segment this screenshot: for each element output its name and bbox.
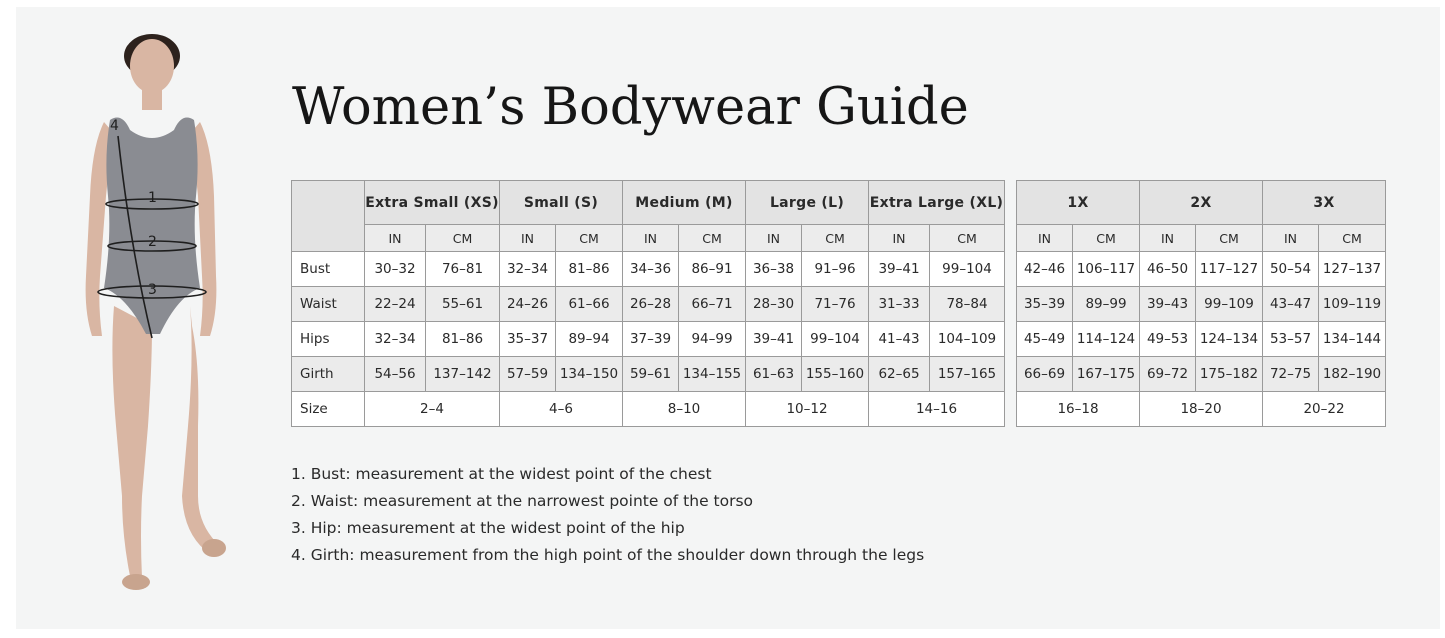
- value-in: 50–54: [1263, 252, 1319, 287]
- value-cm: 94–99: [679, 322, 746, 357]
- value-in: 61–63: [746, 357, 802, 392]
- unit-in: IN: [623, 225, 679, 252]
- row-label: Bust: [292, 252, 365, 287]
- value-cm: 167–175: [1073, 357, 1140, 392]
- value-in: 39–43: [1140, 287, 1196, 322]
- size-table-plus: [1016, 180, 1386, 427]
- unit-in: IN: [1263, 225, 1319, 252]
- value-cm: 81–86: [556, 252, 623, 287]
- value-cm: 134–150: [556, 357, 623, 392]
- corner-cell: [292, 181, 365, 252]
- size-header: 2X: [1140, 181, 1263, 225]
- value-in: 45–49: [1017, 322, 1073, 357]
- size-table-standard: [291, 180, 1005, 427]
- label-girth-number: 4: [110, 118, 119, 134]
- size-value: 18–20: [1140, 392, 1263, 427]
- value-in: 39–41: [869, 252, 930, 287]
- value-in: 57–59: [500, 357, 556, 392]
- value-cm: 175–182: [1196, 357, 1263, 392]
- value-in: 53–57: [1263, 322, 1319, 357]
- size-value: 20–22: [1263, 392, 1386, 427]
- size-header: 3X: [1263, 181, 1386, 225]
- row-label: Size: [292, 392, 365, 427]
- header-row-units: [292, 225, 1005, 252]
- table-row-bust: [1017, 252, 1386, 287]
- table-row-size: [1017, 392, 1386, 427]
- table-row-waist: [292, 287, 1005, 322]
- page-title: Women’s Bodywear Guide: [292, 78, 969, 137]
- size-header: Large (L): [746, 181, 869, 225]
- unit-in: IN: [869, 225, 930, 252]
- header-row-sizes: [292, 181, 1005, 225]
- value-cm: 182–190: [1319, 357, 1386, 392]
- value-in: 32–34: [500, 252, 556, 287]
- table-row-girth: [1017, 357, 1386, 392]
- label-hip-number: 3: [148, 282, 157, 298]
- value-cm: 99–104: [930, 252, 1005, 287]
- value-in: 62–65: [869, 357, 930, 392]
- value-in: 41–43: [869, 322, 930, 357]
- value-in: 54–56: [365, 357, 426, 392]
- value-in: 24–26: [500, 287, 556, 322]
- value-in: 22–24: [365, 287, 426, 322]
- label-waist-number: 2: [148, 234, 157, 250]
- value-in: 31–33: [869, 287, 930, 322]
- value-in: 35–39: [1017, 287, 1073, 322]
- unit-cm: CM: [556, 225, 623, 252]
- model-figure: [60, 26, 230, 606]
- measurement-notes: [291, 462, 924, 570]
- value-in: 66–69: [1017, 357, 1073, 392]
- value-in: 32–34: [365, 322, 426, 357]
- value-in: 37–39: [623, 322, 679, 357]
- table-row-bust: [292, 252, 1005, 287]
- model-illustration: [60, 26, 230, 606]
- note-bust: 1. Bust: measurement at the widest point of the chest: [291, 465, 712, 483]
- value-cm: 78–84: [930, 287, 1005, 322]
- size-value: 16–18: [1017, 392, 1140, 427]
- label-bust-number: 1: [148, 190, 157, 206]
- value-cm: 91–96: [802, 252, 869, 287]
- value-in: 42–46: [1017, 252, 1073, 287]
- value-cm: 71–76: [802, 287, 869, 322]
- table-row-size: [292, 392, 1005, 427]
- value-in: 30–32: [365, 252, 426, 287]
- note-waist: 2. Waist: measurement at the narrowest pointe of the torso: [291, 492, 754, 510]
- unit-in: IN: [1140, 225, 1196, 252]
- value-cm: 155–160: [802, 357, 869, 392]
- size-header: 1X: [1017, 181, 1140, 225]
- unit-in: IN: [1017, 225, 1073, 252]
- size-value: 4–6: [500, 392, 623, 427]
- size-value: 2–4: [365, 392, 500, 427]
- value-cm: 89–99: [1073, 287, 1140, 322]
- unit-in: IN: [746, 225, 802, 252]
- value-cm: 106–117: [1073, 252, 1140, 287]
- note-hip: 3. Hip: measurement at the widest point of the hip: [291, 519, 685, 537]
- value-cm: 89–94: [556, 322, 623, 357]
- unit-in: IN: [365, 225, 426, 252]
- value-cm: 81–86: [426, 322, 500, 357]
- value-cm: 104–109: [930, 322, 1005, 357]
- value-in: 39–41: [746, 322, 802, 357]
- value-in: 35–37: [500, 322, 556, 357]
- value-in: 46–50: [1140, 252, 1196, 287]
- row-label: Waist: [292, 287, 365, 322]
- size-value: 10–12: [746, 392, 869, 427]
- value-in: 34–36: [623, 252, 679, 287]
- table-row-hips: [292, 322, 1005, 357]
- size-value: 8–10: [623, 392, 746, 427]
- value-cm: 55–61: [426, 287, 500, 322]
- size-header: Extra Small (XS): [365, 181, 500, 225]
- value-in: 43–47: [1263, 287, 1319, 322]
- value-in: 26–28: [623, 287, 679, 322]
- value-cm: 99–109: [1196, 287, 1263, 322]
- table-row-hips: [1017, 322, 1386, 357]
- value-cm: 124–134: [1196, 322, 1263, 357]
- size-header: Extra Large (XL): [869, 181, 1005, 225]
- unit-cm: CM: [1319, 225, 1386, 252]
- note-girth: 4. Girth: measurement from the high point of the shoulder down through the legs: [291, 546, 925, 564]
- value-in: 36–38: [746, 252, 802, 287]
- size-value: 14–16: [869, 392, 1005, 427]
- value-in: 69–72: [1140, 357, 1196, 392]
- value-cm: 109–119: [1319, 287, 1386, 322]
- row-label: Hips: [292, 322, 365, 357]
- table-row-waist: [1017, 287, 1386, 322]
- header-row-sizes: [1017, 181, 1386, 225]
- table-row-girth: [292, 357, 1005, 392]
- unit-cm: CM: [930, 225, 1005, 252]
- value-cm: 137–142: [426, 357, 500, 392]
- value-cm: 99–104: [802, 322, 869, 357]
- value-in: 72–75: [1263, 357, 1319, 392]
- value-in: 28–30: [746, 287, 802, 322]
- value-cm: 66–71: [679, 287, 746, 322]
- size-header: Medium (M): [623, 181, 746, 225]
- value-in: 49–53: [1140, 322, 1196, 357]
- size-header: Small (S): [500, 181, 623, 225]
- unit-in: IN: [500, 225, 556, 252]
- value-cm: 114–124: [1073, 322, 1140, 357]
- value-cm: 134–144: [1319, 322, 1386, 357]
- value-cm: 134–155: [679, 357, 746, 392]
- unit-cm: CM: [1073, 225, 1140, 252]
- header-row-units: [1017, 225, 1386, 252]
- unit-cm: CM: [802, 225, 869, 252]
- row-label: Girth: [292, 357, 365, 392]
- unit-cm: CM: [426, 225, 500, 252]
- value-cm: 127–137: [1319, 252, 1386, 287]
- value-cm: 76–81: [426, 252, 500, 287]
- value-cm: 157–165: [930, 357, 1005, 392]
- value-cm: 86–91: [679, 252, 746, 287]
- value-in: 59–61: [623, 357, 679, 392]
- value-cm: 61–66: [556, 287, 623, 322]
- unit-cm: CM: [679, 225, 746, 252]
- value-cm: 117–127: [1196, 252, 1263, 287]
- unit-cm: CM: [1196, 225, 1263, 252]
